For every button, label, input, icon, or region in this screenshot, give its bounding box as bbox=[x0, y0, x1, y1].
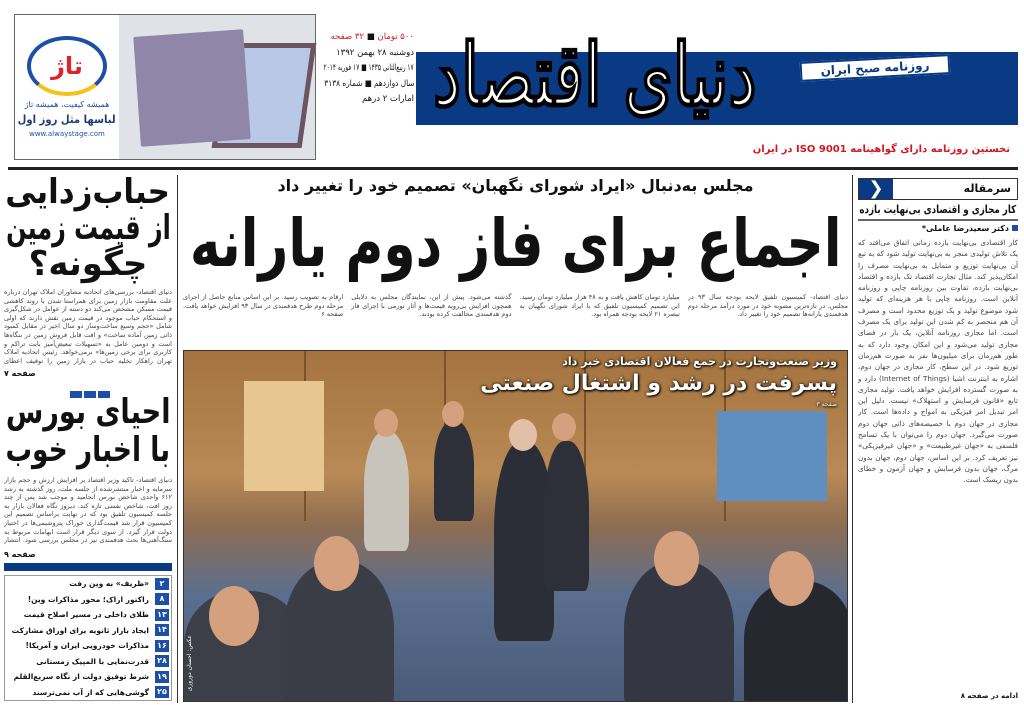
iso-line: نخستین روزنامه دارای گواهینامه ISO 9001 در ایران bbox=[752, 144, 1010, 155]
window bbox=[717, 411, 827, 501]
index-item[interactable]: ۱۳ طلای داخلی در مسیر اصلاح قیمت bbox=[5, 607, 171, 623]
main-column: میلیارد تومان کاهش یافت و به ۴۸ هزار میلیارد تومان رسید. این تصمیم کمیسیون تلفیق که با ایراد شورای نگهبان به تبصره ۲۱ لایحه بودجه همراه بود. bbox=[519, 293, 680, 319]
story2-headline-line: با اخبار خوب bbox=[5, 430, 171, 470]
photo-page-ref: صفحه ۳ bbox=[816, 401, 837, 408]
editorial-title[interactable]: کار مجازی و اقتصادی بی‌نهایت بازده bbox=[858, 203, 1018, 221]
page-count: ۳۲ صفحه bbox=[330, 32, 365, 42]
main-column: گذشته می‌شود. پیش از این، نمایندگان مجلس به دلایلی همچون افزایش بی‌رویه قیمت‌ها و آثار تورمی با اجرای فاز دوم هدفمندی مخالفت کرده بودند. bbox=[351, 293, 512, 319]
story1-headline-line: از قیمت زمین bbox=[5, 208, 171, 248]
column-divider bbox=[177, 175, 178, 703]
chevron-left-icon: ❮ bbox=[859, 179, 893, 199]
date-other: ۱۷ ربیع‌الثانی ۱۴۳۵ ■ ۱۷ فوریه ۲۰۱۴ bbox=[323, 63, 414, 73]
ad-logo: تاژ bbox=[27, 36, 107, 96]
story2-headline[interactable] bbox=[4, 393, 172, 469]
index-item[interactable]: ۲ «ظریف» به وین رفت bbox=[5, 576, 171, 592]
ad-brand-panel bbox=[15, 15, 119, 159]
story1-page-ref[interactable]: صفحه ۷ bbox=[4, 369, 36, 378]
main-kicker: مجلس به‌دنبال «ایراد شورای نگهبان» تصمیم خود را تغییر داد bbox=[277, 176, 754, 195]
photo-kicker: وزیر صنعت‌وتجارت در جمع فعالان اقتصادی خبر داد bbox=[562, 355, 837, 368]
main-headline[interactable]: اجماع برای فاز دوم یارانه bbox=[189, 205, 842, 282]
uae-price: امارات ۲ درهم bbox=[362, 94, 414, 104]
main-photo[interactable] bbox=[183, 350, 848, 702]
ad-product-image bbox=[119, 15, 315, 159]
story1-body: دنیای اقتصاد- بررسی‌های اتحادیه مشاوران املاک تهران درباره علت مقاومت بازار زمین برای همراستا شدن با روند کاهشی قیمت مسکن مشخص می‌کند دو دسته از عوامل در شکل‌گیری و استحکام حباب موجود در قیمت زمین نقش دارند که اولی شامل «حجم وسیع ساخت‌وساز دو سال اخیر در مقابل کمبود ذاتی زمین آماده ساخت» و افت قابل فروش زمین در بنگاه‌ها است و دومین عامل به «تسهیلات تبعیض‌آمیز بابت تراکم و کاربری برای برخی زمین‌ها» برمی‌خواهد. رئیس اتحادیه املاک تهران راهکار تخلیه حباب در بازار زمین را توقیف اعطای bbox=[4, 288, 172, 365]
index-item[interactable]: ۱۴ ایجاد بازار ثانویه برای اوراق مشارکت bbox=[5, 623, 171, 639]
newspaper-logo: دنیای اقتصاد bbox=[433, 25, 757, 126]
index-item[interactable]: ۲۸ قدرت‌نمایی با المپیک زمستانی bbox=[5, 654, 171, 670]
index-item[interactable]: ۱۶ مذاکرات خودرویی ایران و آمریکا! bbox=[5, 638, 171, 654]
ad-tagline: لباسها مثل روز اول bbox=[17, 113, 116, 126]
advertisement[interactable] bbox=[14, 14, 316, 160]
issue-info bbox=[322, 30, 414, 108]
main-column: ارقام به تصویب رسید. بر این اساس منابع حاصل از اجرای مرحله دوم طرح هدفمندی در سال ۹۳ افزایش خواهد یافت. صفحه ۶ bbox=[183, 293, 344, 319]
story1-headline-line: حباب‌زدایی bbox=[5, 172, 171, 212]
main-story-columns bbox=[183, 293, 848, 345]
tagline-badge: روزنامه صبح ایران bbox=[800, 54, 951, 82]
story2-body: دنیای اقتصاد- تاکید وزیر اقتصاد بر افزایش ارزش و حجم بازار سرمایه و اخبار منتشرشده از جلسه ملت، روز گذشته به رشد ۶۱۲ واحدی شاخص بورس انجامید و موجب شد پس از چند روز افت، شاخص نفسی تازه کند. دیروز نگاه فعالان بازار به جلسه کمیسیون تلفیق بود که در نهایت براساس تصمیم این کمیسیون قرار شد قیمت‌گذاری خوراک پتروشیمی‌ها در اختیار دولت قرار گیرد. از سوی دیگر قرار است ابهامات مربوط به سنگ‌آهنی‌ها بحث هدفمندی نیز در مجلس بررسی شود. انتشار bbox=[4, 476, 172, 545]
story2-headline-line: احیای بورس bbox=[5, 392, 171, 432]
column-divider bbox=[852, 175, 853, 703]
editorial-body: کار اقتصادی بی‌نهایت بازده زمانی اتفاق می‌افتد که یک تلاش تولیدی منجر به بی‌نهایت تولید شود که به تبع آن بی‌نهایت توزیع و متمایل به بی‌نهایت مصرف را امکان‌پذیر کند. مثال تجارت اقتصاد تک بازده و اقتصاد بی‌نهایت بازده، تفاوت بین روزنامه چاپی و روزنامه آنلاین است. روزنامه چاپی با هر هزینه‌ای که تولید شود موضوع تولید و یک توزیع محدود است و مصرف آن هم منحصر به کم شدن این تولید برای یک مصرف است. اما مجازی روزنامه آنلاین، یک بار در فضای مجازی تولید می‌شود و این امکان وجود دارد که به طور هم‌زمان برای میلیون‌ها نفر به صورت هم‌زمان توزیع شود. در این سطح، کار مجازی در جهان دوم، اشاره به اینترنت اشیا (Internet of Things) دارد و به صورت گسترده افزایش خواهد یافت. تولید مجازی تابع «قانون فرسایش و استهلاک» نیست. دلیل این امر تبدیل امر فیزیکی به امواج و داده‌ها است. کار مجازی در جهان دوم با خصیصه‌های ذاتی جهان دوم صورت می‌گیرد. جهان دوم را می‌توان با یک تسامح فلسفی به «جهان غیرطبیعت» و «جهان غیرفیزیکی» نیز تعریف کرد. بر این اساس، جهان دوم، جهان بدون مرگ، جهان بدون فرسایش و جهان آزمون و خطای بدون ریسک است. bbox=[858, 238, 1018, 485]
story2-page-ref[interactable]: صفحه ۹ bbox=[4, 550, 36, 559]
story1-headline[interactable] bbox=[4, 174, 172, 282]
price: ۵۰۰ تومان bbox=[377, 32, 414, 42]
ad-url[interactable]: www.alwaystage.com bbox=[29, 130, 105, 138]
photo-headline[interactable]: پسرفت در رشد و اشتغال صنعتی bbox=[480, 371, 837, 396]
photo-credit: عکس: احسان دوروزی bbox=[186, 634, 193, 691]
ad-slogan: همیشه کیفیت، همیشه تاژ bbox=[24, 100, 110, 109]
index-item[interactable]: ۱۹ شرط توفیق دولت از نگاه سریع‌القلم bbox=[5, 669, 171, 685]
masthead-divider bbox=[8, 167, 1018, 170]
doorway bbox=[244, 381, 324, 491]
date-persian: دوشنبه ۲۸ بهمن ۱۳۹۲ bbox=[336, 47, 414, 58]
story1-headline-line: چگونه؟ bbox=[28, 244, 148, 284]
issue-number: سال دوازدهم ■ شماره ۳۱۳۸ bbox=[323, 78, 414, 89]
editorial-header bbox=[858, 178, 1018, 200]
editorial-continued[interactable]: ادامه در صفحه ۸ bbox=[960, 692, 1018, 700]
index-item[interactable]: ۸ راکتور اراک؛ محور مذاکرات وین! bbox=[5, 592, 171, 608]
main-column: دنیای اقتصاد- کمیسیون تلفیق لایحه بودجه سال ۹۳ در مجلس، در تازه‌ترین مصوبه خود در مورد درآمد مرحله دوم هدفمندی یارانه‌ها تصمیم خود را تغییر داد. bbox=[687, 293, 848, 319]
editorial-section-label: سرمقاله bbox=[963, 182, 1011, 195]
detergent-box-image bbox=[133, 29, 250, 146]
price-line: ۵۰۰ تومان ■ ۳۲ صفحه bbox=[330, 32, 414, 42]
index-header-bar bbox=[4, 563, 172, 571]
editorial-author: دکتر سعیدرضا عاملی* bbox=[858, 224, 1018, 233]
index-item[interactable]: ۲۵ گوشی‌هایی که از آب نمی‌ترسند bbox=[5, 685, 171, 701]
index-list bbox=[4, 575, 172, 701]
